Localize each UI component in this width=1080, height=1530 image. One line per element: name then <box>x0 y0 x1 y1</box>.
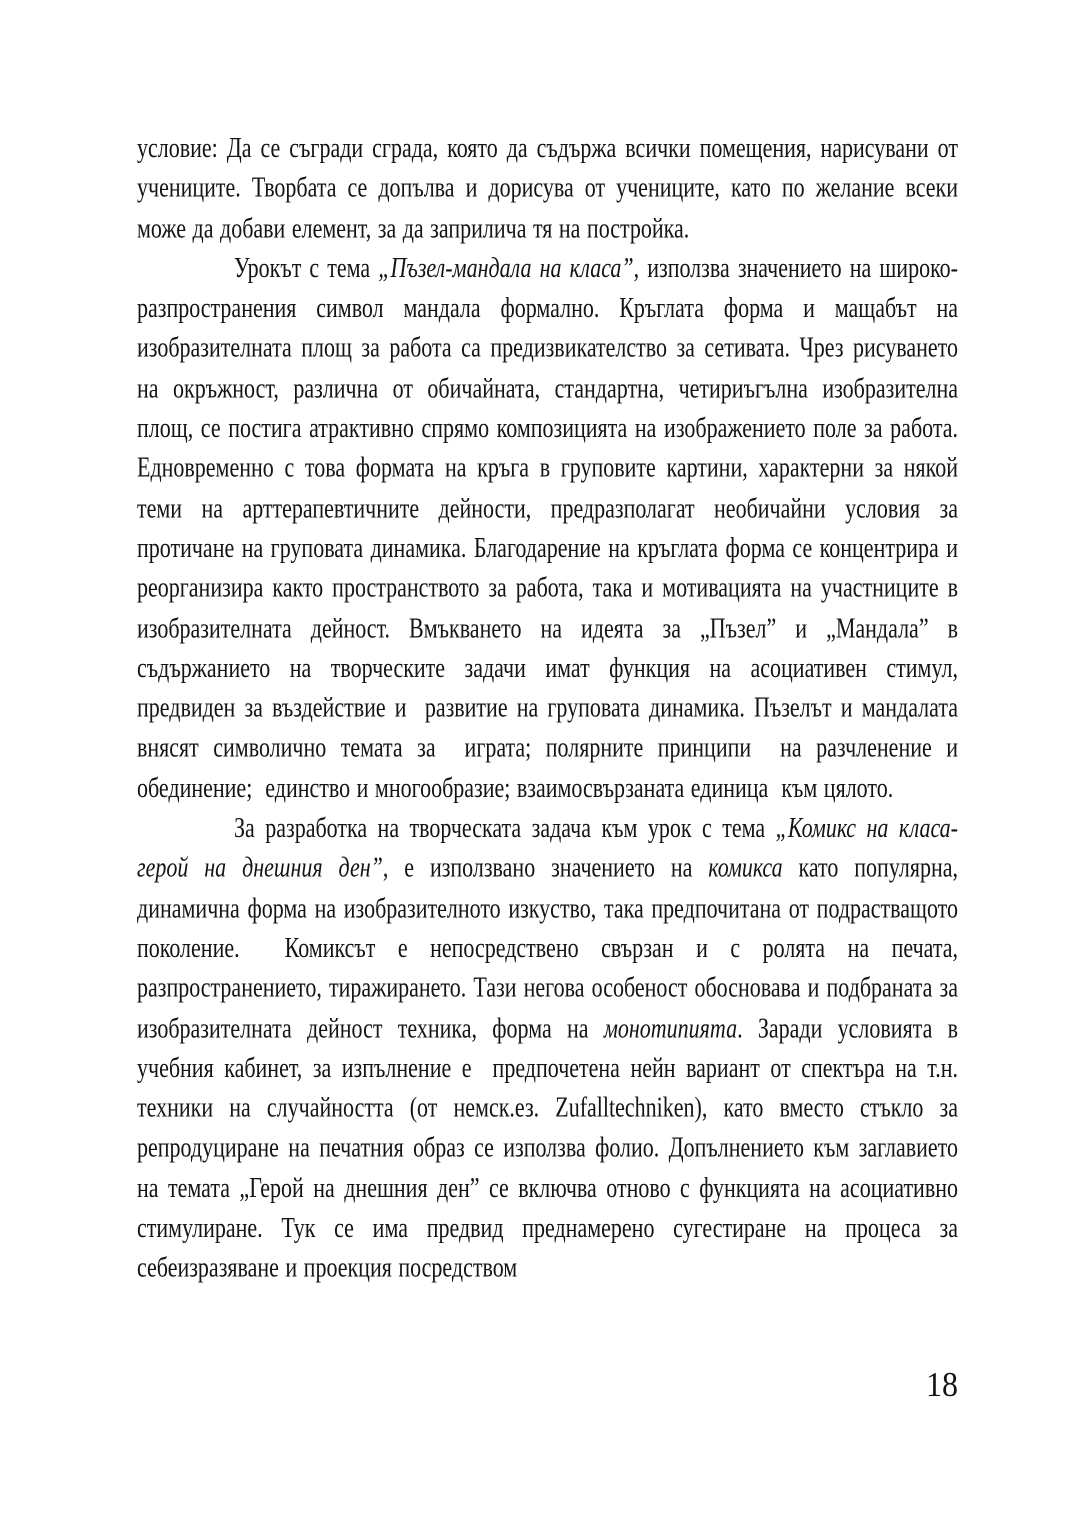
paragraph <box>137 808 965 1288</box>
text-segment: За разработка на творческата задача към урок с тема <box>234 810 776 844</box>
text-segment: като популярна, динамична форма на изобразителното изкуство, така предпочитана от подрастващото поколение. Комиксът е непосредствено свързан и с ролята на печата, разпространението, тиражирането. Тази негова особеност обосновава и подбраната за изобразителната дейност техника, форма на <box>137 850 965 1044</box>
text-segment: Урокът с тема <box>234 250 379 284</box>
paragraph <box>137 128 965 248</box>
text-segment: , използва значението на широко-разпространения символ мандала формално. Кръглата форма и мащабът на изобразителната площ за работа са предизвикателство за сетивата. Чрез рисуването на окръжност, различна от обичайната, стандартна, четириъгълна изобразителна площ, се постига атрактивно спрямо композицията на изображението поле за работа. Едновременно с това формата на кръга в груповите картини, характерни за някой теми на арттерапевтичните дейности, предразполагат необичайни условия за протичане на груповата динамика. Благодарение на кръглата форма се концентрира и реорганизира както пространството за работа, така и мотивацията на участниците в изобразителната дейност. Вмъкването на идеята за „Пъзел” и „Мандала” в съдържанието на творческите задачи имат функция на асоциативен стимул, предвиден за въздействие и развитие на груповата динамика. Пъзелът и мандалата внясят символично темата за играта; полярните принципи на разчленение и обединение; единство и многообразие; взаимосвързаната единица към цялото. <box>137 250 965 804</box>
italic-text-segment: „Комикс на класа-герой на днешния ден” <box>137 810 958 884</box>
italic-text-segment: комикса <box>708 850 783 884</box>
text-segment: . Заради условията в учебния кабинет, за изпълнение е предпочетена нейн вариант от спектъра на т.н. техники на случайността (от немск.ез. Zufalltechniken), като вместо стъкло за репродуциране на печатния образ се използва фолио. Допълнението към заглавието на темата „Герой на днешния ден” се включва отново с функцията на асоциативно стимулиране. Тук се има предвид преднамерено сугестиране на процеса за себеизразяване и проекция посредством <box>137 1010 965 1284</box>
text-block <box>137 128 965 1288</box>
text-segment: , е използвано значението на <box>382 850 709 884</box>
page-number: 18 <box>926 1364 958 1404</box>
italic-text-segment: „Пъзел-мандала на класа” <box>378 250 634 284</box>
paragraph <box>137 248 965 808</box>
text-segment: условие: Да се съгради сграда, която да съдържа всички помещения, нарисувани от учениците. Творбата се допълва и дорисува от учениците, като по желание всеки може да добави елемент, за да заприлича тя на постройка. <box>137 130 965 244</box>
italic-text-segment: монотипията <box>603 1010 738 1044</box>
